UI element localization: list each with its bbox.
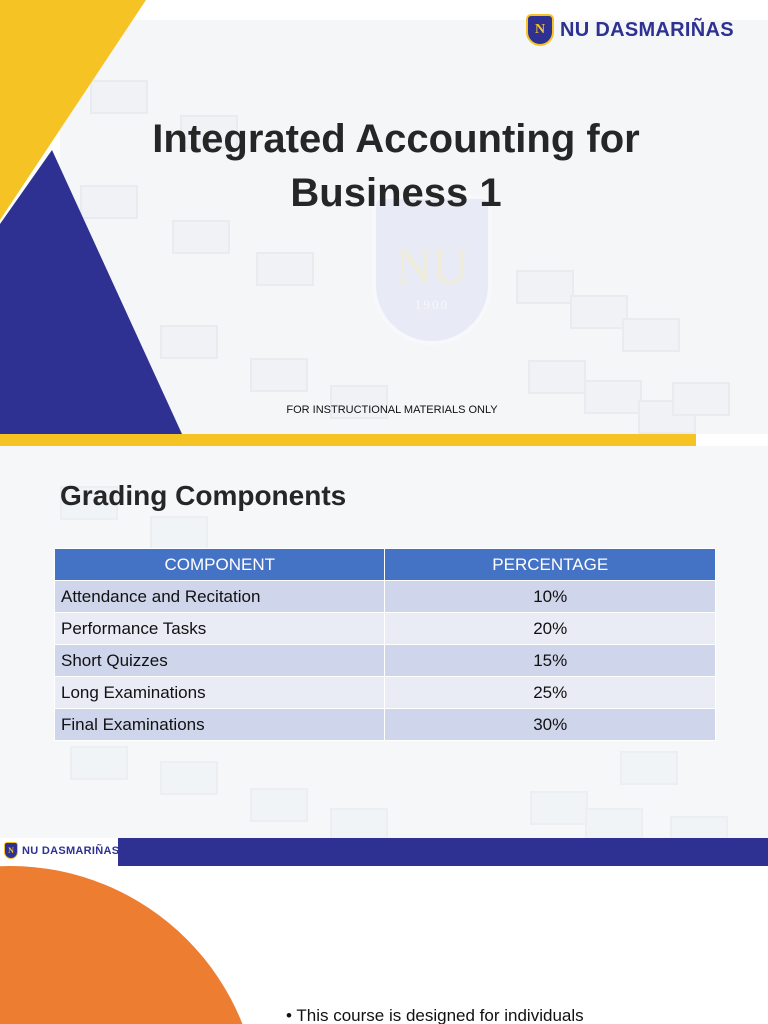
component-cell: Short Quizzes	[55, 645, 385, 677]
disclaimer-text: FOR INSTRUCTIONAL MATERIALS ONLY	[286, 404, 498, 416]
description-slide	[0, 866, 768, 1024]
percentage-cell: 30%	[385, 709, 716, 741]
table-header-row	[55, 549, 716, 581]
column-header-component: COMPONENT	[55, 549, 385, 581]
footer-bar	[118, 838, 768, 866]
section-heading: Grading Components	[60, 480, 347, 511]
decorative-circle	[0, 866, 260, 1024]
page-title: Integrated Accounting for Business 1	[152, 117, 640, 215]
component-cell: Performance Tasks	[55, 613, 385, 645]
shield-icon: N	[4, 842, 18, 859]
component-cell: Final Examinations	[55, 709, 385, 741]
percentage-cell: 25%	[385, 677, 716, 709]
divider-bar	[0, 434, 696, 446]
column-header-percentage: PERCENTAGE	[385, 549, 716, 581]
brand-logo	[526, 14, 734, 46]
footer-logo	[4, 842, 119, 859]
table-row	[55, 645, 716, 677]
brand-name: NU DASMARIÑAS	[22, 844, 120, 857]
brand-name: NU DASMARIÑAS	[560, 18, 734, 41]
table-row	[55, 709, 716, 741]
table-row	[55, 677, 716, 709]
grading-table	[54, 548, 716, 741]
shield-icon: N	[526, 14, 554, 46]
percentage-cell: 20%	[385, 613, 716, 645]
percentage-cell: 15%	[385, 645, 716, 677]
table-row	[55, 613, 716, 645]
component-cell: Attendance and Recitation	[55, 581, 385, 613]
percentage-cell: 10%	[385, 581, 716, 613]
table-row	[55, 581, 716, 613]
grading-slide	[0, 446, 768, 866]
component-cell: Long Examinations	[55, 677, 385, 709]
title-slide	[0, 0, 768, 434]
bullet-text: • This course is designed for individuals	[286, 1006, 584, 1024]
